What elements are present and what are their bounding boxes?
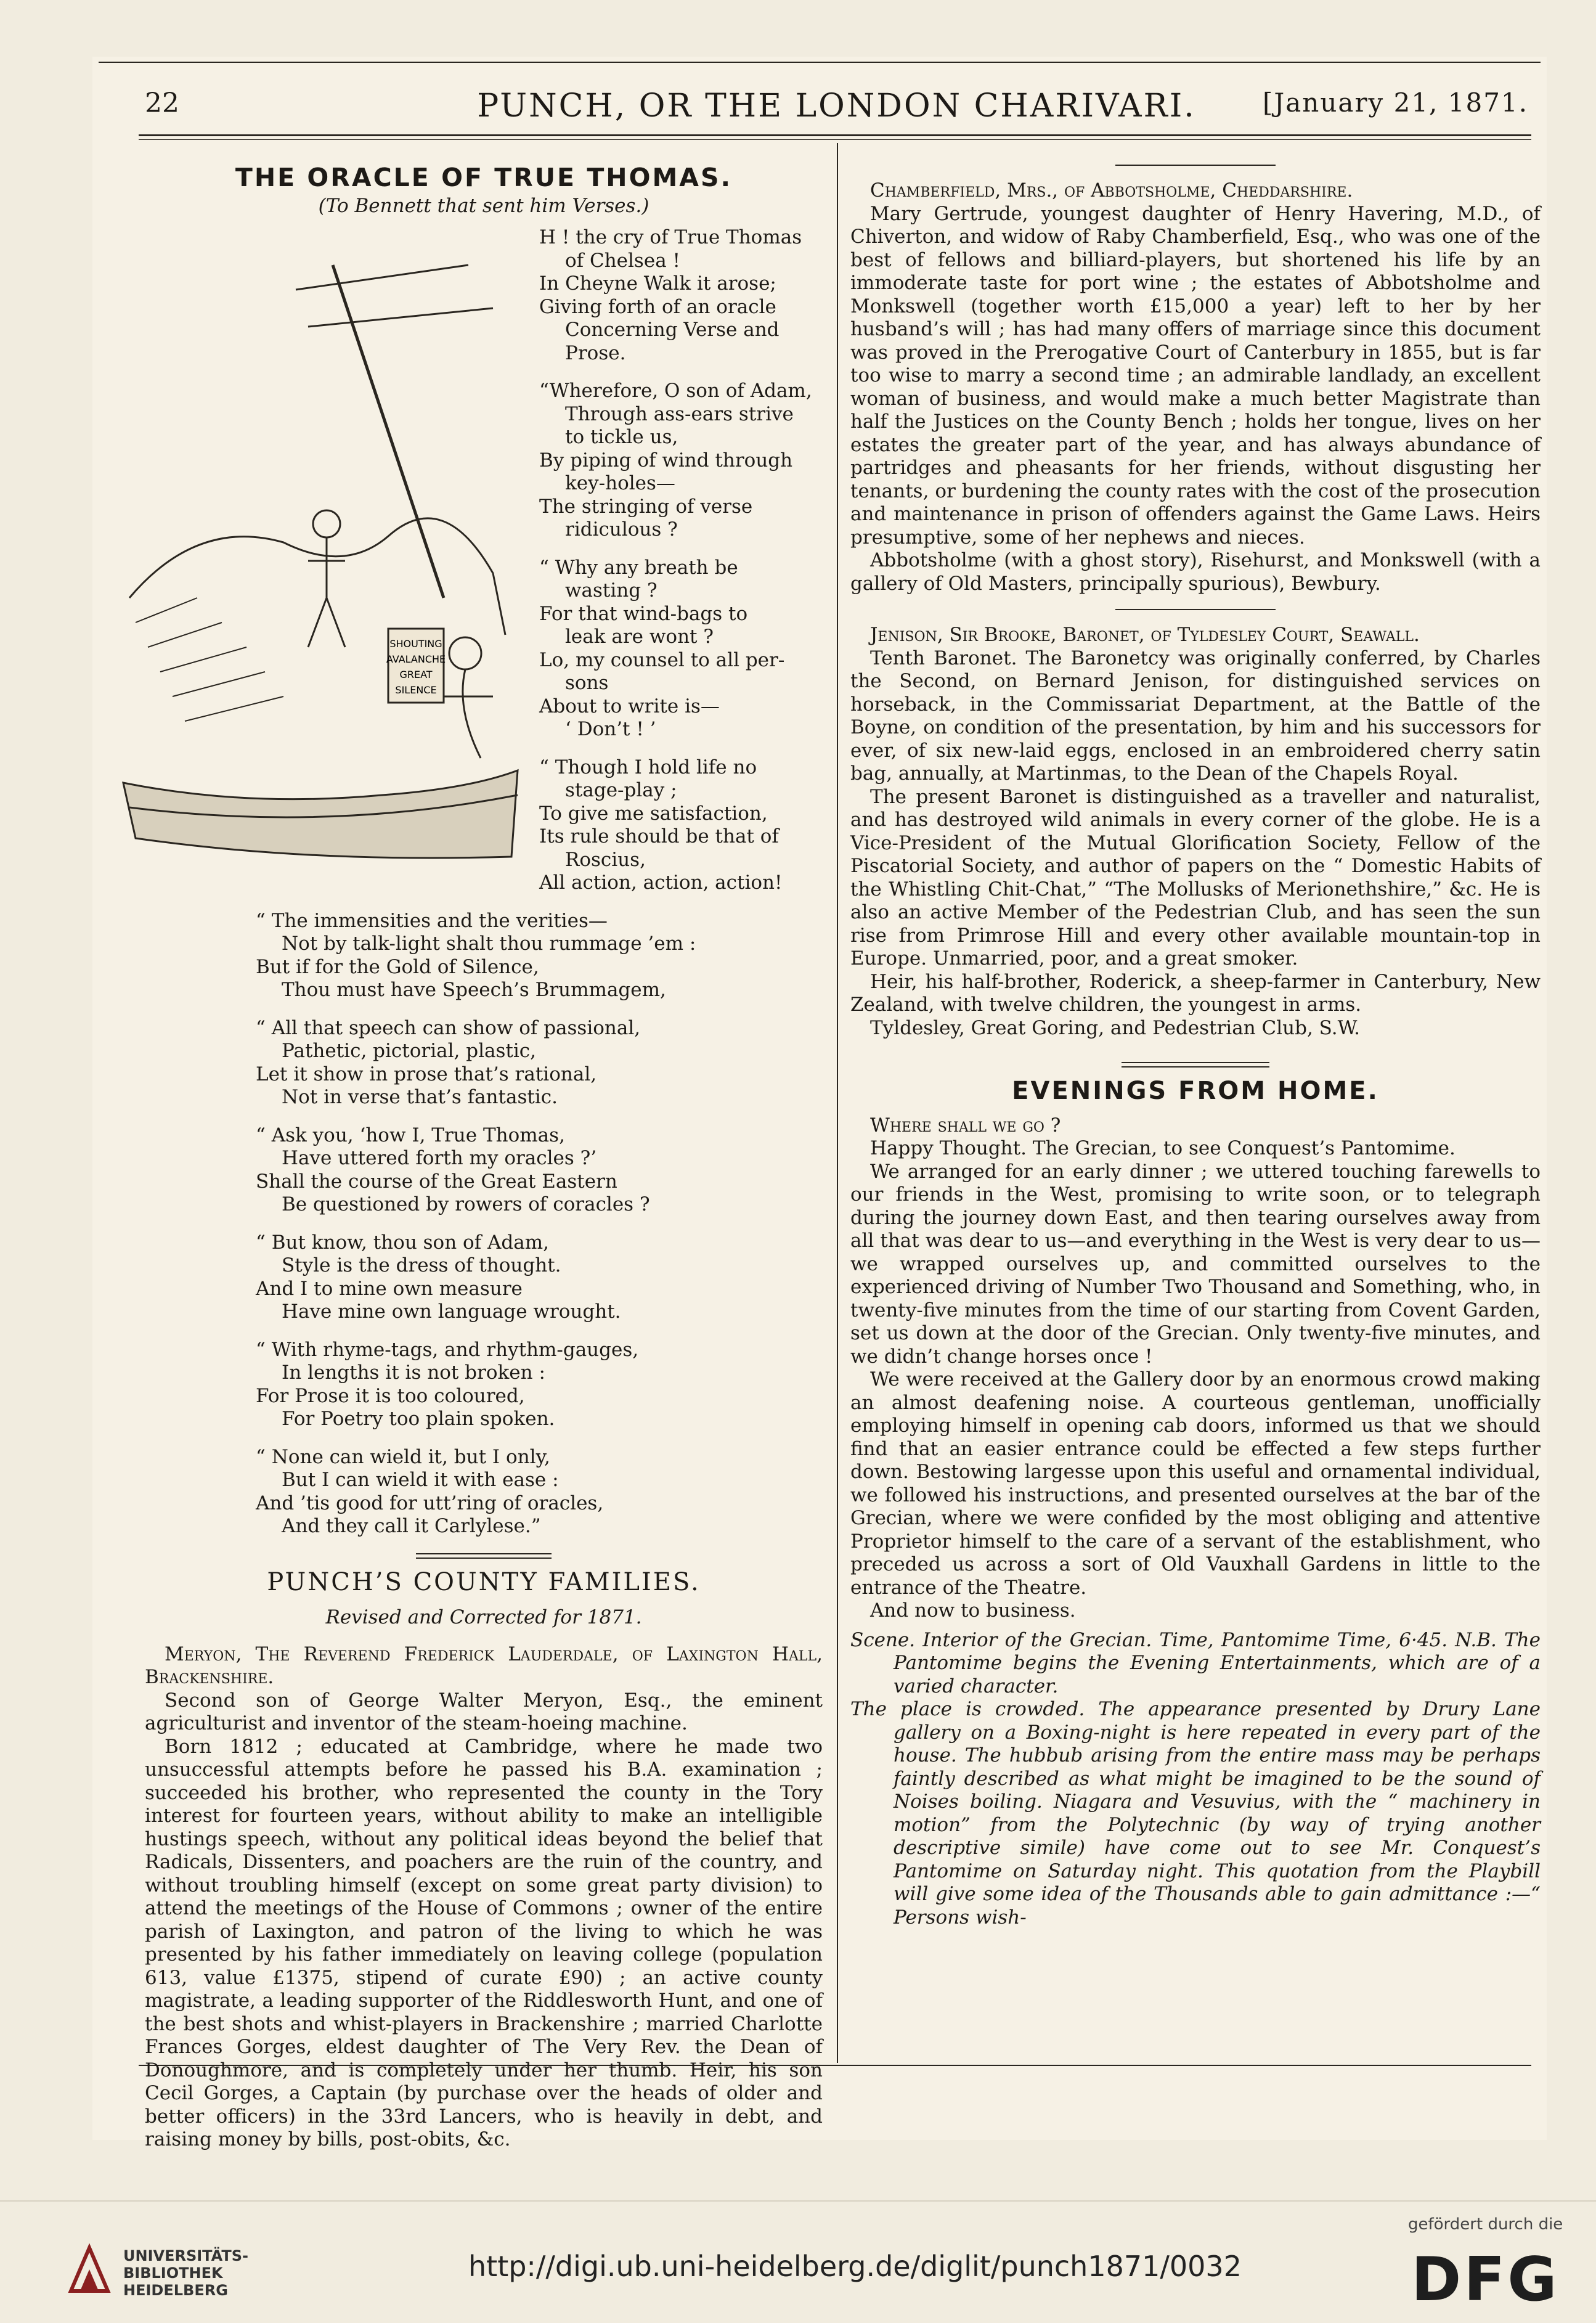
figure-head [449,637,481,669]
sign-text-2: AVALANCHE [386,653,446,665]
oracle-stanza-1: H ! the cry of True Thomas of Chelsea ! In Cheyne Walk it arose; Giving forth of an oracle Concerning Verse and Prose. [539,226,802,364]
sign-text-1: SHOUTING [389,638,442,650]
chamberfield-entry [850,165,1541,595]
header-rule [139,134,1531,136]
issue-date: [January 21, 1871. [1263,88,1528,118]
oracle-stanza-3: “ Why any breath be wasting ? For that wind-bags to leak are wont ? Lo, my counsel to all per- sons About to write is— ‘ Don’t ! ’ [539,556,785,740]
scene-direction: Scene. Interior of the Grecian. Time, Pantomime Time, 6·45. N.B. The Pantomime begins the Evening Entertainments, which are of a varied character. [850,1628,1541,1697]
right-column [850,151,1541,1929]
illustration-boat-cartoon [123,253,530,869]
meryon-bio: Born 1812 ; educated at Cambridge, where he made two unsuccessful attempts before he passed his B.A. examination ; succeeded his brother, who represented the county in the Tory interest for fourteen years, without ability to make an intelligible hustings speech, without any political ideas beyond the belief that Radicals, Dissenters, and poachers are the ruin of the country, and without troubling himself (except on some great party division) to attend the meetings of the House of Commons ; owner of the entire parish of Laxington, and patron of the living to which he was presented by his father immediately on leaving college (population 613, value £1375, stipend of curate £90) ; an active county magistrate, a leading supporter of the Riddlesworth Hunt, and one of the best shots and whist-players in Brackenshire ; married Charlotte Frances Gorges, eldest daughter of The Very Rev. the Dean of Donoughmore, and is completely under her thumb. Heir, his son Cecil Gorges, a Captain (by purchase over the heads of older and better officers) in the 33rd Lancers, who is heavily in debt, and raising money by bills, post-obits, &c. [145,1735,823,2150]
section-double-rule [416,1553,552,1559]
rigging-1 [296,265,468,290]
section-double-rule-2 [1122,1062,1269,1068]
rigging-2 [308,308,493,327]
entry-divider [1115,165,1276,166]
page-header [145,88,1528,131]
evenings-title: EVENINGS FROM HOME. [1012,1077,1379,1105]
sign-text-3: GREAT [399,669,433,680]
evenings-para-1: Where shall we go ? [870,1114,1061,1137]
chamberfield-bio: Mary Gertrude, youngest daughter of Henry Havering, M.D., of Chiverton, and widow of Raby Chamberfield, Esq., who was one of the best of fellows and billiard-players, but shortened his life by an immoderate taste for port wine ; the estates of Abbotsholme and Monkswell (together worth £15,000 a year) left to her by her husband’s will ; has had many offers of marriage since this document was proved in the Prerogative Court of Canterbury in 1855, but is far too wise to marry a second time ; an admirable landlady, an excellent woman of business, and would make a much better Magistrate than half the Justices on the County Bench ; holds her tongue, lives on her estates the greater part of the year, and has always abundance of partridges and pheasants for her friends, without disgusting her tenants, or burdening the county rates with the cost of the prosecution and maintenance in prison of offenders against the Game Laws. Heirs presumptive, some of her nephews and nieces. [850,202,1541,549]
page-number: 22 [145,88,179,119]
oracle-title: THE ORACLE OF TRUE THOMAS. [235,163,733,192]
jenison-baronetcy: Tenth Baronet. The Baronetcy was originally conferred, by Charles the Second, on Bernard Jenison, for distinguished services on horseback, in the Commissariat Department, at the Battle of the Boyne, on condition of the presentation, by him and his successors for ever, of six new-laid eggs, enclosed in an embroidered cherry satin bag, annually, at Martinmas, to the Dean of the Chapels Royal. [850,647,1541,785]
oracle-side-verses [539,226,823,895]
figure-body [444,669,493,758]
funding-note: gefördert durch die [1408,2215,1563,2234]
jenison-heir: Heir, his half-brother, Roderick, a sheep-farmer in Canterbury, New Zealand, with twelve children, the youngest in arms. [850,970,1541,1016]
evenings-para-3: We arranged for an early dinner ; we uttered touching farewells to our friends in the West, promising to write soon, or to telegraph during the journey down East, and then tearing ourselves away from all that was dear to us—and everything in the West is very dear to us—we wrapped ourselves up, and committed ourselves to the experienced driving of Number Two Thousand and Something, who, in twenty-five minutes from the time of our starting from Covent Garden, set us down at the door of the Grecian. Only twenty-five minutes, and we didn’t change horses once ! [850,1160,1541,1368]
evenings-para-2: Happy Thought. The Grecian, to see Conquest’s Pantomime. [870,1137,1456,1159]
library-logo-icon [68,2245,111,2294]
county-title: PUNCH’S COUNTY FAMILIES. [267,1567,701,1596]
rock-outline [129,518,505,635]
oracle-stanza-10: “ None can wield it, but I only, But I can wield it with ease : And ’tis good for utt’ring of oracles, And they call it Carlylese.” [256,1445,604,1537]
hatching [136,598,283,721]
oracle-full-verses [256,910,823,1538]
evenings-para-5: And now to business. [870,1599,1076,1622]
column-divider [837,143,838,2063]
boat-hull [123,770,518,858]
jenison-seats: Tyldesley, Great Goring, and Pedestrian Club, S.W. [870,1016,1360,1039]
jenison-entry [850,609,1541,1040]
permalink[interactable]: http://digi.ub.uni-heidelberg.de/diglit/punch1871/0032 [468,2250,1242,2283]
header-rule-thin [139,139,1531,140]
oracle-stanza-7: “ Ask you, ‘how I, True Thomas, Have uttered forth my oracles ?’ Shall the course of the Great Eastern Be questioned by rowers of coracles ? [256,1124,650,1215]
meryon-parentage: Second son of George Walter Meryon, Esq., the eminent agriculturist and inventor of the steam-hoeing machine. [145,1689,823,1734]
oracle-stanza-6: “ All that speech can show of passional, Pathetic, pictorial, plastic, Let it show in prose that’s rational, Not in verse that’s fantastic. [256,1016,641,1108]
top-outer-rule [99,62,1541,63]
oracle-stanza-9: “ With rhyme-tags, and rhythm-gauges, In lengths it is not broken : For Prose it is too coloured, For Poetry too plain spoken. [256,1338,639,1430]
chamberfield-seats: Abbotsholme (with a ghost story), Risehurst, and Monkswell (with a gallery of Old Masters, principally spurious), Bewbury. [850,549,1541,595]
digitization-footer [0,2200,1596,2323]
jenison-bio: The present Baronet is distinguished as a traveller and naturalist, and has destroyed wild animals in every corner of the globe. He is a Vice-President of the Mutual Glorification Society, Fellow of the Piscatorial Society, and author of papers on the “ Domestic Habits of the Whistling Chit-Chat,” “The Mollusks of Merionethshire,” &c. He is also an active Member of the Pedestrian Club, and has seen the sun rise from Primrose Hill and every other available mountain-top in Europe. Unmarried, poor, and a great smoker. [850,785,1541,970]
oracle-dedication: (To Bennett that sent him Verses.) [318,194,649,217]
thomas-head [313,510,340,537]
evenings-para-4: We were received at the Gallery door by an enormous crowd making an almost deafening noise. A courteous gentleman, unofficially employing himself in opening cab doors, informed us that we should find that an easier entrance could be effected a few steps further down. Bestowing largesse upon this useful and ornamental individual, we followed his instructions, and presented ourselves at the bar of the Grecian, where we were confided by the most obliging and attentive Proprietor himself to the care of a servant of the establishment, who preceded us across a sort of Old Vauxhall Gardens in little to the entrance of the Theatre. [850,1368,1541,1599]
masthead: PUNCH, OR THE LONDON CHARIVARI. [477,88,1196,125]
meryon-heading: Meryon, The Reverend Frederick Lauderdale, of Laxington Hall, Brackenshire. [145,1643,823,1688]
sign-text-4: SILENCE [395,684,437,696]
chamberfield-heading: Chamberfield, Mrs., of Abbotsholme, Cheddarshire. [870,179,1353,202]
library-name: UNIVERSITÄTS- BIBLIOTHEK HEIDELBERG [123,2247,249,2299]
jenison-heading: Jenison, Sir Brooke, Baronet, of Tyldesley Court, Seawall. [870,624,1420,646]
oracle-stanza-5: “ The immensities and the verities— Not by talk-light shalt thou rummage ’em : But if for the Gold of Silence, Thou must have Speech’s Brummagem, [256,909,696,1001]
dfg-logo: DFG [1411,2245,1560,2315]
stage-description: The place is crowded. The appearance presented by Drury Lane gallery on a Boxing-night is here repeated in every part of the house. The hubbub arising from the entire mass may be perhaps faintly described as what might be imagined to be the sound of Noises boiling. Niagara and Vesuvius, with the “ machinery in motion” from the Polytechnic (by way of trying another descriptive simile) have come out to see Mr. Conquest’s Pantomime on Saturday night. This quotation from the Playbill will give some idea of the Thousands able to gain admittance :—“ Persons wish- [850,1698,1541,1929]
oracle-stanza-2: “Wherefore, O son of Adam, Through ass-ears strive to tickle us, By piping of wind through key-holes— The stringing of verse ridiculous ? [539,380,812,541]
oracle-stanza-4: “ Though I hold life no stage-play ; To give me satisfaction, Its rule should be that of Roscius, All action, action, action! [539,756,783,894]
entry-divider-2 [1115,609,1276,610]
county-subtitle: Revised and Corrected for 1871. [325,1606,642,1628]
oracle-stanza-8: “ But know, thou son of Adam, Style is the dress of thought. And I to mine own measure Have mine own language wrought. [256,1231,621,1323]
